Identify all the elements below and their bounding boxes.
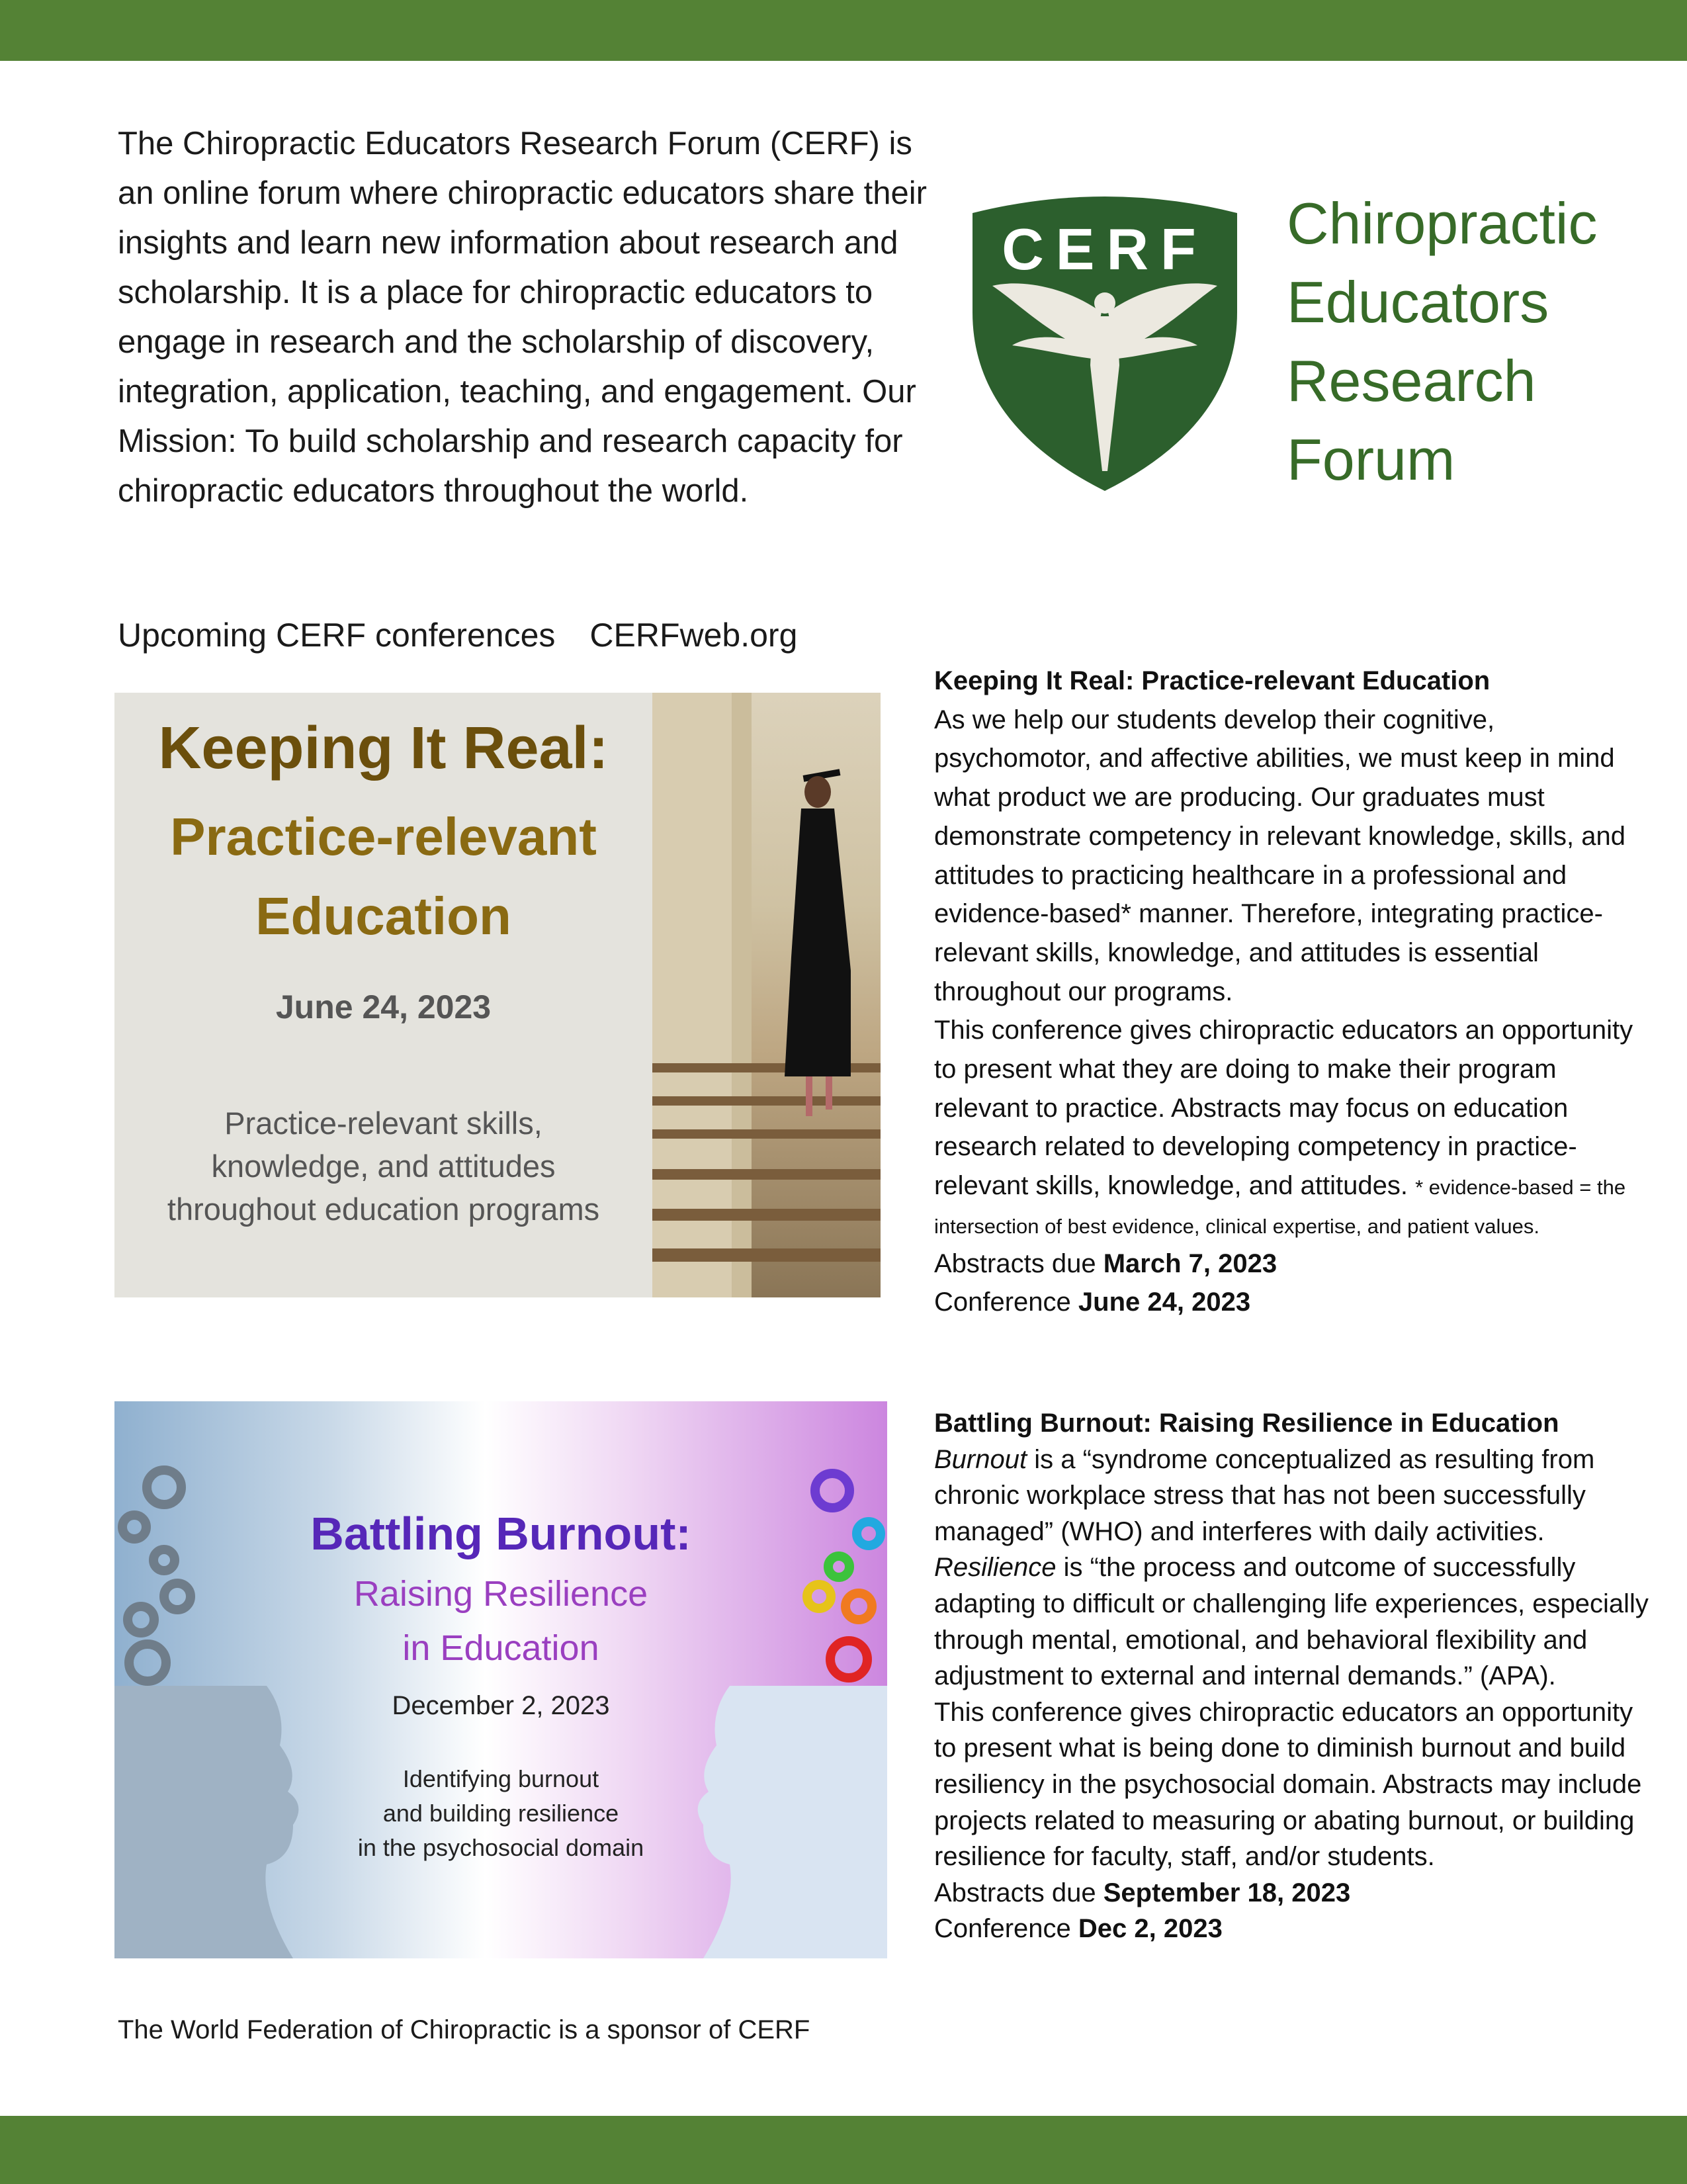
- conference2-abstracts-due: [934, 1875, 1655, 1911]
- banner1-subtitle: [114, 797, 652, 956]
- logo-acronym: CERF: [1002, 216, 1208, 282]
- conference1-banner-image: [114, 693, 881, 1297]
- banner1-desc-line: knowledge, and attitudes: [211, 1149, 556, 1184]
- conference1-abstracts-due: [934, 1245, 1655, 1284]
- burnout-term: Burnout: [934, 1444, 1027, 1474]
- burnout-definition: is a “syndrome conceptualized as resulting from chronic workplace stress that has not been successfully managed” (WHO) and interferes with daily activities.: [934, 1444, 1595, 1546]
- resilience-definition: is “the process and outcome of successfully adapting to difficult or challenging life experiences, especially through mental, emotional, and behavioral flexibility and adjustment to external and internal demands.” (APA).: [934, 1553, 1649, 1691]
- logo-name: [1287, 184, 1657, 499]
- conference2-details: [934, 1405, 1655, 1947]
- sponsor-note: The World Federation of Chiropractic is a sponsor of CERF: [118, 2015, 810, 2044]
- upcoming-label: Upcoming CERF conferences: [118, 617, 556, 654]
- conference2-banner-image: [114, 1401, 887, 1958]
- website-link[interactable]: CERFweb.org: [589, 617, 798, 654]
- conference-label: Conference: [934, 1288, 1071, 1317]
- conference2-heading: Battling Burnout: Raising Resilience in Education: [934, 1409, 1559, 1438]
- conference1-date-row: [934, 1283, 1655, 1322]
- conference1-call: This conference gives chiropractic educators an opportunity to present what they are doing to make their program relevant to practice. Abstracts may focus on education research related to developing competency in practice-relevant skills, knowledge, and attitudes.: [934, 1016, 1633, 1201]
- banner2-desc-line: in the psychosocial domain: [357, 1834, 644, 1861]
- abstracts-label: Abstracts due: [934, 1248, 1096, 1278]
- resilience-term: Resilience: [934, 1553, 1057, 1583]
- conference-label: Conference: [934, 1914, 1071, 1944]
- graduate-on-stairs-photo: [652, 693, 881, 1297]
- conference1-heading: Keeping It Real: Practice-relevant Education: [934, 666, 1491, 695]
- top-banner: [0, 0, 1687, 61]
- abstracts-date: March 7, 2023: [1103, 1248, 1277, 1278]
- banner1-description: [114, 1102, 652, 1231]
- banner2-date: December 2, 2023: [392, 1691, 610, 1720]
- banner2-description: [114, 1762, 887, 1865]
- stairs-illustration: [652, 693, 881, 1297]
- intro-paragraph: The Chiropractic Educators Research Forum (CERF) is an online forum where chiropractic educators share their insights and learn new information about research and scholarship. It is a place for chiropractic educators to engage in research and the scholarship of discovery, integration, application, teaching, and engagement. Our Mission: To build scholarship and research capacity for chiropractic educators throughout the world.: [118, 126, 927, 509]
- banner2-subtitle-line: Raising Resilience: [353, 1574, 648, 1614]
- burnout-illustration: [114, 1401, 887, 1958]
- logo-name-line: Forum: [1287, 427, 1455, 492]
- banner1-desc-line: throughout education programs: [167, 1192, 600, 1227]
- bottom-banner: [0, 2116, 1687, 2184]
- banner1-title: Keeping It Real:: [158, 715, 609, 781]
- conference2-call: This conference gives chiropractic educators an opportunity to present what is being done to diminish burnout and build resiliency in the psychosocial domain. Abstracts may include projects related to measuring or abating burnout, or building resilience for faculty, staff, and/or students.: [934, 1697, 1642, 1872]
- conference-date: June 24, 2023: [1078, 1288, 1251, 1317]
- cerf-shield-logo: [966, 187, 1244, 491]
- conference2-date-row: [934, 1911, 1655, 1947]
- logo-name-line: Educators: [1287, 269, 1549, 335]
- banner1-desc-line: Practice-relevant skills,: [224, 1106, 542, 1141]
- banner2-title: Battling Burnout:: [310, 1508, 691, 1559]
- banner2-desc-line: and building resilience: [382, 1800, 619, 1827]
- graduate-figure-icon: [785, 769, 851, 1116]
- abstracts-date: September 18, 2023: [1103, 1878, 1351, 1907]
- banner1-subtitle-line: Practice-relevant: [170, 807, 597, 866]
- logo-name-line: Chiropractic: [1287, 191, 1598, 256]
- logo-name-line: Research: [1287, 348, 1536, 414]
- banner1-subtitle-line: Education: [255, 887, 511, 945]
- conference1-description: As we help our students develop their cognitive, psychomotor, and affective abilities, we must keep in mind what product we are producing. Our graduates must demonstrate competency in relevant knowledge, skills, and attitudes to practicing healthcare in a professional and evidence-based* manner. Therefore, integrating practice-relevant skills, knowledge, and attitudes is essential throughout our programs.: [934, 705, 1625, 1006]
- banner2-subtitle: [114, 1567, 887, 1675]
- banner2-subtitle-line: in Education: [402, 1628, 599, 1668]
- evidence-footnote: * evidence-based = the intersection of best evidence, clinical expertise, and patient values.: [934, 1176, 1626, 1238]
- upcoming-conferences: [118, 612, 797, 658]
- conference1-details: [934, 662, 1655, 1322]
- conference2-definitions: [934, 1442, 1655, 1694]
- abstracts-label: Abstracts due: [934, 1878, 1096, 1907]
- banner2-desc-line: Identifying burnout: [402, 1765, 599, 1792]
- banner1-date: June 24, 2023: [275, 988, 492, 1026]
- conference-date: Dec 2, 2023: [1078, 1914, 1223, 1944]
